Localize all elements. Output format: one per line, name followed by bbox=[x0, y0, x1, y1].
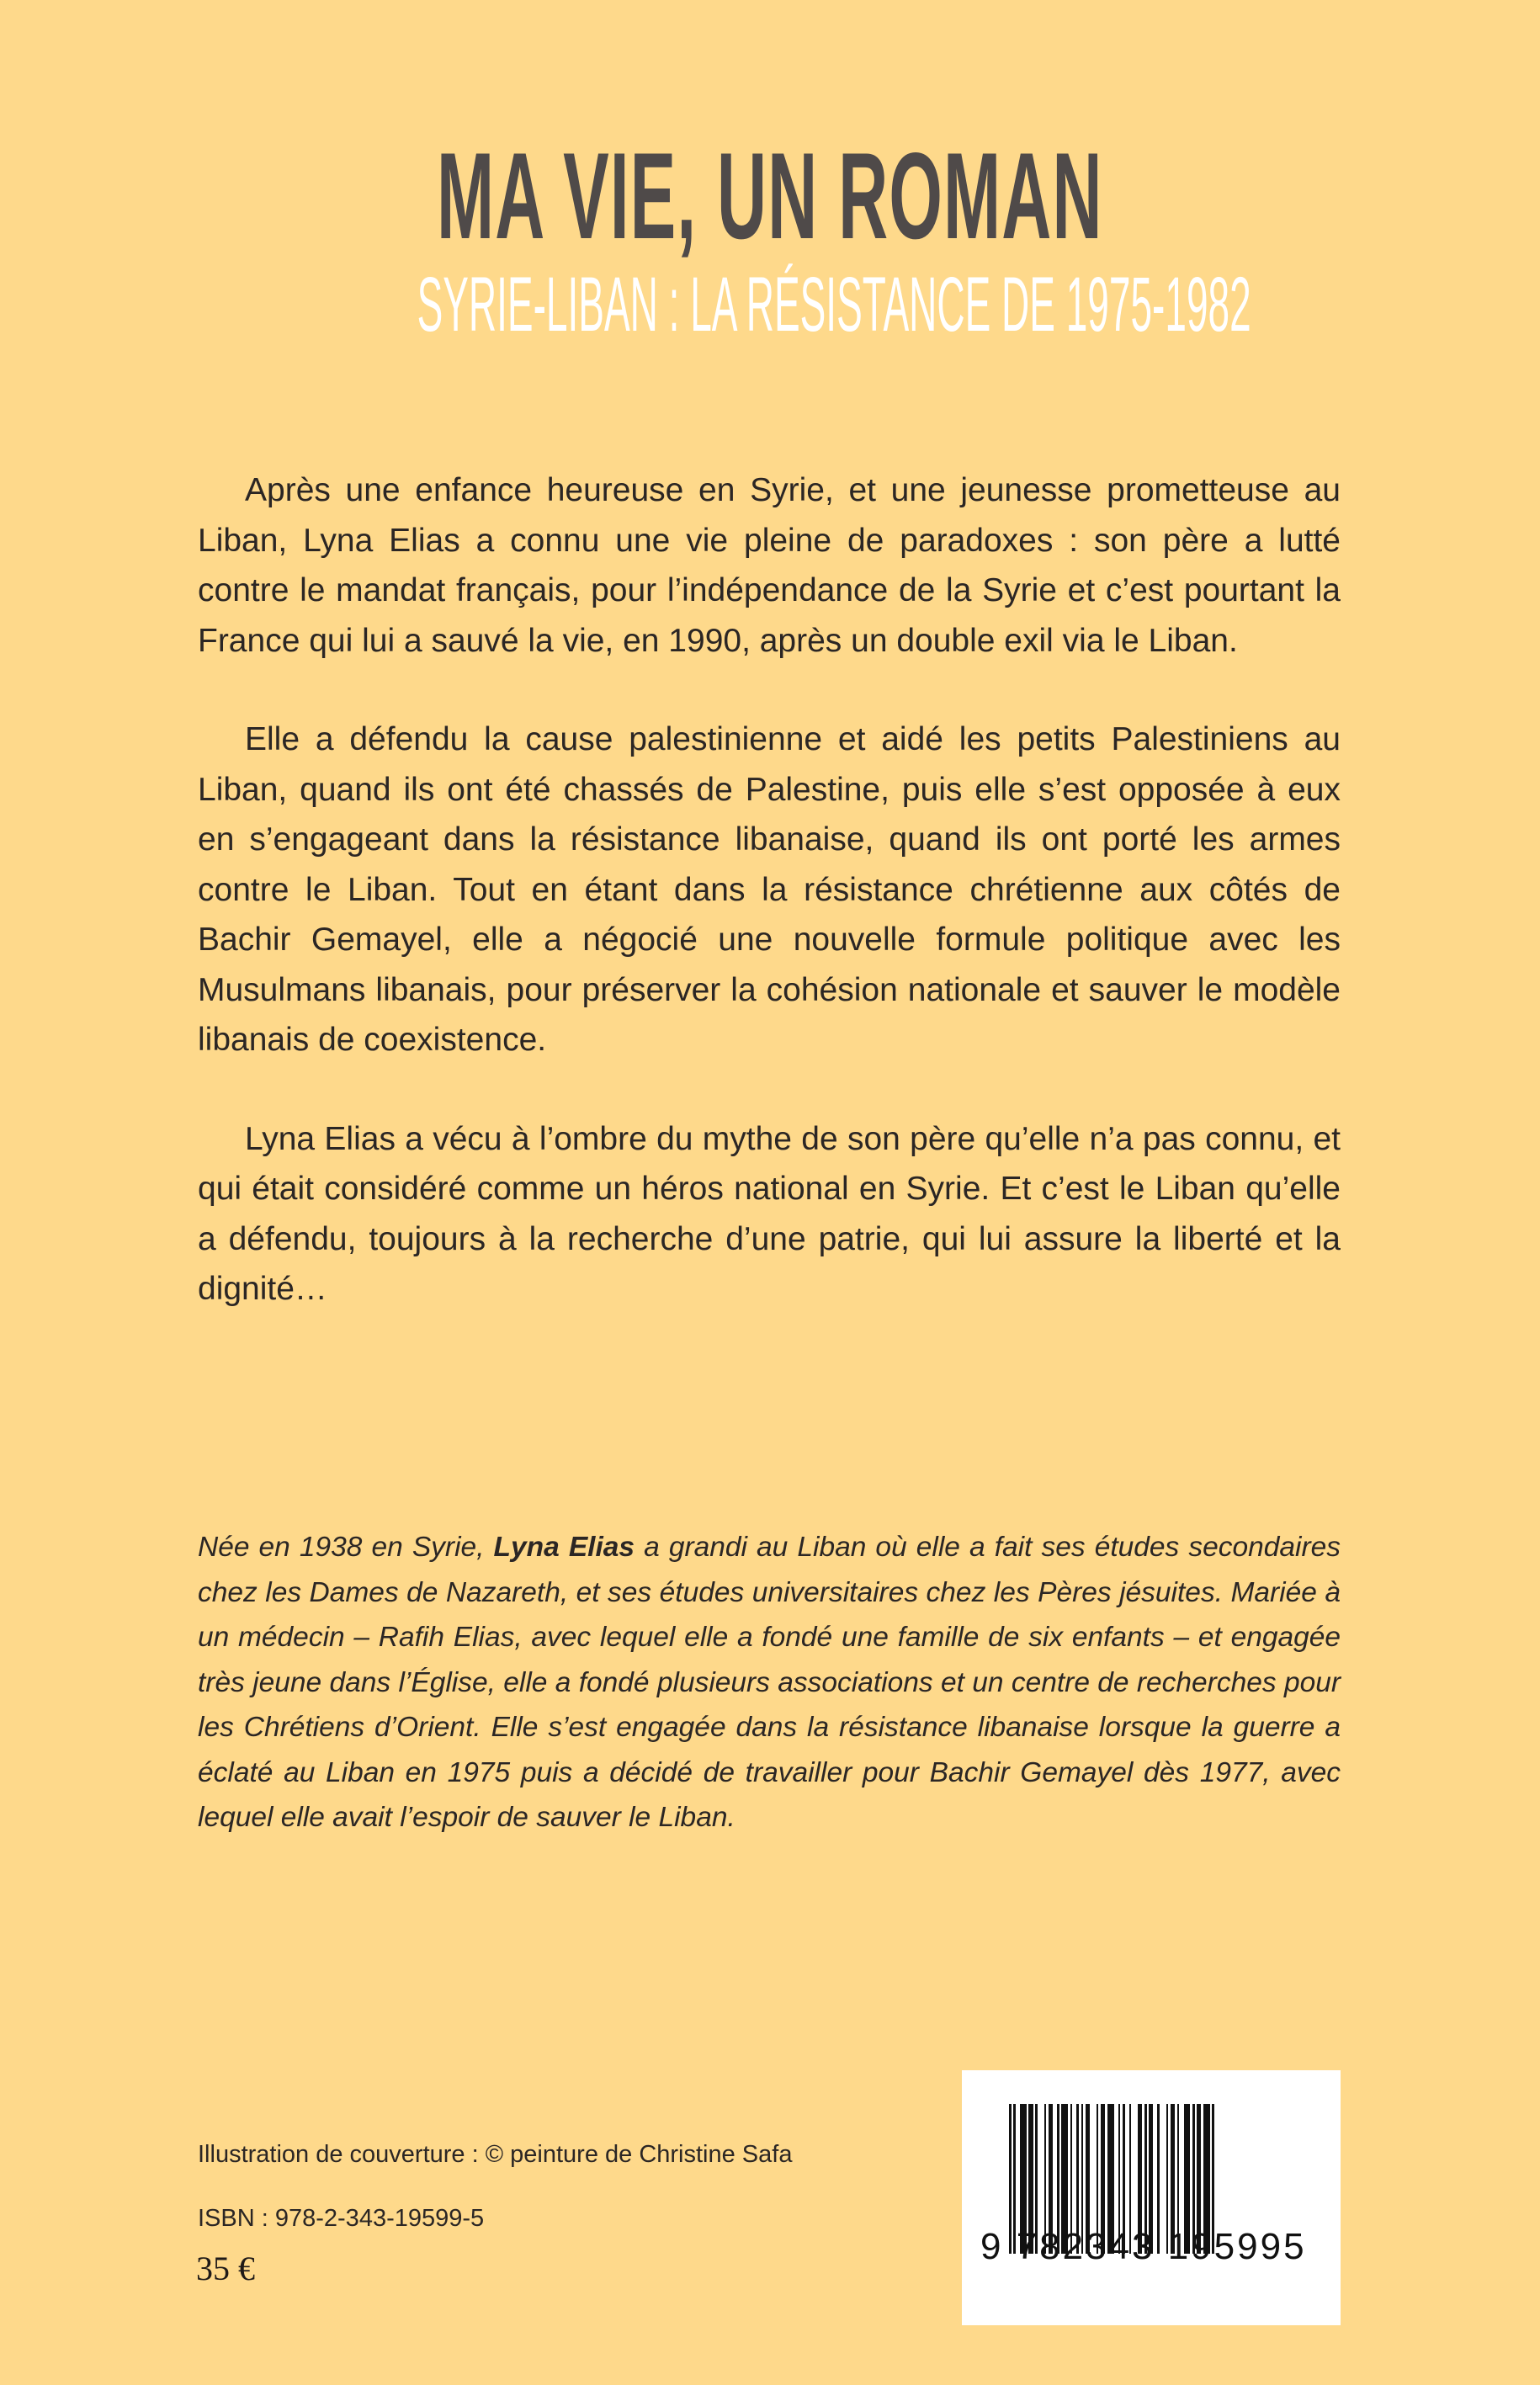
bio-text: Née en 1938 en Syrie, bbox=[198, 1532, 494, 1563]
blurb-paragraph: Elle a défendu la cause palestinienne et aidé les petits Palestiniens au Liban, quand ils ont été chassés de Palestine, puis elle s’est opposée à eux en s’engageant dans la résistance libanaise, quand ils ont porté les armes contre le Liban. Tout en étant dans la résistance chrétienne aux côtés de Bachir Gemayel, elle a négocié une nouvelle formule politique avec les Musulmans libanais, pour préserver la cohésion nationale et sauver le modèle libanais de coexistence. bbox=[198, 721, 1341, 1058]
blurb bbox=[198, 465, 1341, 1363]
blurb-paragraph: Après une enfance heureuse en Syrie, et une jeunesse prometteuse au Liban, Lyna Elias a connu une vie pleine de paradoxes : son père a lutté contre le mandat français, pour l’indépendance de la Syrie et c’est pourtant la France qui lui a sauvé la vie, en 1990, après un double exil via le Liban. bbox=[198, 472, 1341, 659]
book-subtitle: SYRIE-LIBAN : LA RÉSISTANCE DE 1975-1982 bbox=[417, 262, 1251, 348]
barcode bbox=[962, 2070, 1341, 2325]
isbn: ISBN : 978-2-343-19599-5 bbox=[198, 2205, 485, 2232]
bio-text: a grandi au Liban où elle a fait ses études secondaires chez les Dames de Nazareth, et ses études universitaires chez les Pères jésuites. Mariée à un médecin – Rafih Elias, avec lequel elle a fondé une famille de six enfants – et engagée très jeune dans l’Église, elle a fondé plusieurs associations et un centre de recherches pour les Chrétiens d’Orient. Elle s’est engagée dans la résistance libanaise lorsque la guerre a éclaté au Liban en 1975 puis a décidé de travailler pour Bachir Gemayel dès 1977, avec lequel elle avait l’espoir de sauver le Liban. bbox=[198, 1532, 1341, 1833]
author-name: Lyna Elias bbox=[493, 1532, 635, 1563]
barcode-digits: 9 782343 195995 bbox=[980, 2226, 1307, 2267]
price: 35 € bbox=[196, 2250, 255, 2287]
author-bio bbox=[198, 1525, 1341, 1841]
blurb-paragraph: Lyna Elias a vécu à l’ombre du mythe de son père qu’elle n’a pas connu, et qui était considéré comme un héros national en Syrie. Et c’est le Liban qu’elle a défendu, toujours à la recherche d’une patrie, qui lui assure la liberté et la dignité… bbox=[198, 1120, 1341, 1307]
book-title: MA VIE, UN ROMAN bbox=[437, 127, 1103, 264]
cover-credit: Illustration de couverture : © peinture de Christine Safa bbox=[198, 2141, 793, 2168]
